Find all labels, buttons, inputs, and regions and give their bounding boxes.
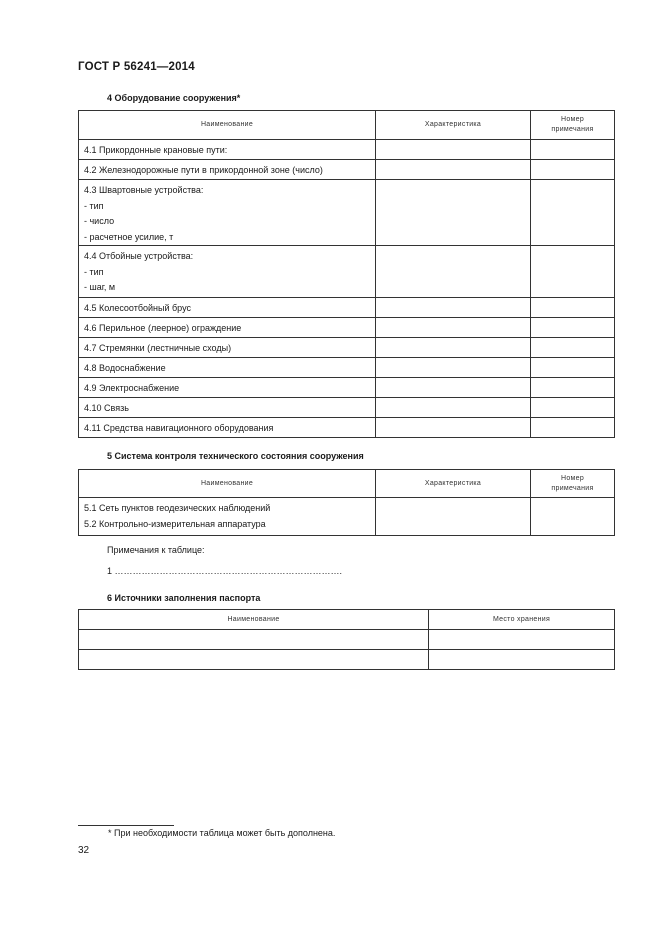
table-row xyxy=(79,378,615,398)
row-text-line: 4.5 Колесоотбойный брус xyxy=(84,303,191,313)
row-text-line: 4.1 Прикордонные крановые пути: xyxy=(84,145,228,155)
row-text-line: 4.2 Железнодорожные пути в прикордонной зоне (число) xyxy=(84,165,323,175)
row-text-line: 4.4 Отбойные устройства: xyxy=(84,251,194,261)
row-note-number-cell[interactable] xyxy=(531,378,615,398)
row-name-cell xyxy=(79,498,376,536)
row-note-number-cell[interactable] xyxy=(531,160,615,180)
row-text-line: - тип xyxy=(84,200,104,211)
row-storage-cell[interactable] xyxy=(429,650,615,670)
table-row xyxy=(79,650,615,670)
row-note-number-cell[interactable] xyxy=(531,318,615,338)
column-header-note-line1: Номер xyxy=(560,116,585,123)
row-characteristic-cell[interactable] xyxy=(376,498,531,536)
row-text-line: 4.10 Связь xyxy=(84,403,129,413)
row-note-number-cell[interactable] xyxy=(531,180,615,246)
row-characteristic-cell[interactable] xyxy=(376,160,531,180)
row-text-line: - тип xyxy=(84,266,104,277)
row-name-cell xyxy=(79,318,376,338)
row-name-cell xyxy=(79,140,376,160)
row-note-number-cell[interactable] xyxy=(531,498,615,536)
row-note-number-cell[interactable] xyxy=(531,140,615,160)
table-notes-label: Примечания к таблице: xyxy=(107,545,205,555)
row-note-number-cell[interactable] xyxy=(531,358,615,378)
row-text-line: 4.7 Стремянки (лестничные сходы) xyxy=(84,343,232,353)
row-storage-cell[interactable] xyxy=(429,630,615,650)
row-name-cell xyxy=(79,338,376,358)
row-name-cell xyxy=(79,180,376,246)
table-row xyxy=(79,398,615,418)
table-row xyxy=(79,358,615,378)
column-header-storage: Место хранения xyxy=(429,610,615,630)
row-name-cell xyxy=(79,358,376,378)
row-characteristic-cell[interactable] xyxy=(376,398,531,418)
row-name-cell xyxy=(79,418,376,438)
table-row xyxy=(79,318,615,338)
table-row xyxy=(79,338,615,358)
column-header-note-line1: Номер xyxy=(560,474,585,482)
row-text-line: 4.6 Перильное (леерное) ограждение xyxy=(84,323,242,333)
column-header-characteristic: Характеристика xyxy=(376,470,531,498)
row-text-line: - число xyxy=(84,216,115,226)
row-text-line: 4.11 Средства навигационного оборудования xyxy=(84,423,274,433)
row-note-number-cell[interactable] xyxy=(531,338,615,358)
row-text-line: - расчетное усилие, т xyxy=(84,231,174,242)
row-note-number-cell[interactable] xyxy=(531,398,615,418)
column-header-name: Наименование xyxy=(79,111,376,140)
sources-table xyxy=(78,609,615,670)
row-characteristic-cell[interactable] xyxy=(376,246,531,298)
row-name-cell xyxy=(79,398,376,418)
row-text-line: 4.3 Швартовные устройства: xyxy=(84,185,204,195)
row-name-cell xyxy=(79,298,376,318)
column-header-name: Наименование xyxy=(79,610,429,630)
section-5-title: 5 Система контроля технического состояния сооружения xyxy=(107,451,364,461)
row-name-cell[interactable] xyxy=(79,650,429,670)
table-row xyxy=(79,140,615,160)
row-text-line: 4.9 Электроснабжение xyxy=(84,383,180,393)
column-header-note-number xyxy=(531,470,615,498)
row-characteristic-cell[interactable] xyxy=(376,298,531,318)
row-characteristic-cell[interactable] xyxy=(376,378,531,398)
row-note-number-cell[interactable] xyxy=(531,418,615,438)
column-header-name: Наименование xyxy=(79,470,376,498)
row-note-number-cell[interactable] xyxy=(531,246,615,298)
equipment-table xyxy=(78,110,615,438)
row-name-cell xyxy=(79,160,376,180)
row-text-line: 5.2 Контрольно-измерительная аппаратура xyxy=(84,518,266,529)
footnote: * При необходимости таблица может быть дополнена. xyxy=(108,828,336,838)
row-text-line: - шаг, м xyxy=(84,282,116,292)
document-header: ГОСТ Р 56241—2014 xyxy=(78,61,195,73)
section-4-title: 4 Оборудование сооружения* xyxy=(107,93,241,103)
table-row xyxy=(79,298,615,318)
table-header-row xyxy=(79,610,615,630)
table-note-1: 1 …………………………………………………………………. xyxy=(107,566,343,576)
column-header-characteristic: Характеристика xyxy=(376,111,531,140)
table-row xyxy=(79,418,615,438)
row-text-line: 5.1 Сеть пунктов геодезических наблюдений xyxy=(84,503,271,513)
row-text-line: 4.8 Водоснабжение xyxy=(84,363,166,373)
table-header-row xyxy=(79,470,615,498)
column-header-note-line2: примечания xyxy=(551,126,594,133)
row-characteristic-cell[interactable] xyxy=(376,318,531,338)
column-header-note-number xyxy=(531,111,615,140)
footnote-divider xyxy=(78,825,174,826)
row-note-number-cell[interactable] xyxy=(531,298,615,318)
row-name-cell xyxy=(79,378,376,398)
row-name-cell[interactable] xyxy=(79,630,429,650)
monitoring-table xyxy=(78,469,615,536)
row-name-cell xyxy=(79,246,376,298)
row-characteristic-cell[interactable] xyxy=(376,338,531,358)
page-number: 32 xyxy=(78,845,90,856)
table-row xyxy=(79,498,615,536)
section-6-title: 6 Источники заполнения паспорта xyxy=(107,593,261,603)
row-characteristic-cell[interactable] xyxy=(376,358,531,378)
table-header-row xyxy=(79,111,615,140)
table-row xyxy=(79,160,615,180)
table-row xyxy=(79,246,615,298)
table-row xyxy=(79,630,615,650)
row-characteristic-cell[interactable] xyxy=(376,180,531,246)
row-characteristic-cell[interactable] xyxy=(376,418,531,438)
table-row xyxy=(79,180,615,246)
row-characteristic-cell[interactable] xyxy=(376,140,531,160)
column-header-note-line2: примечания xyxy=(551,484,594,492)
